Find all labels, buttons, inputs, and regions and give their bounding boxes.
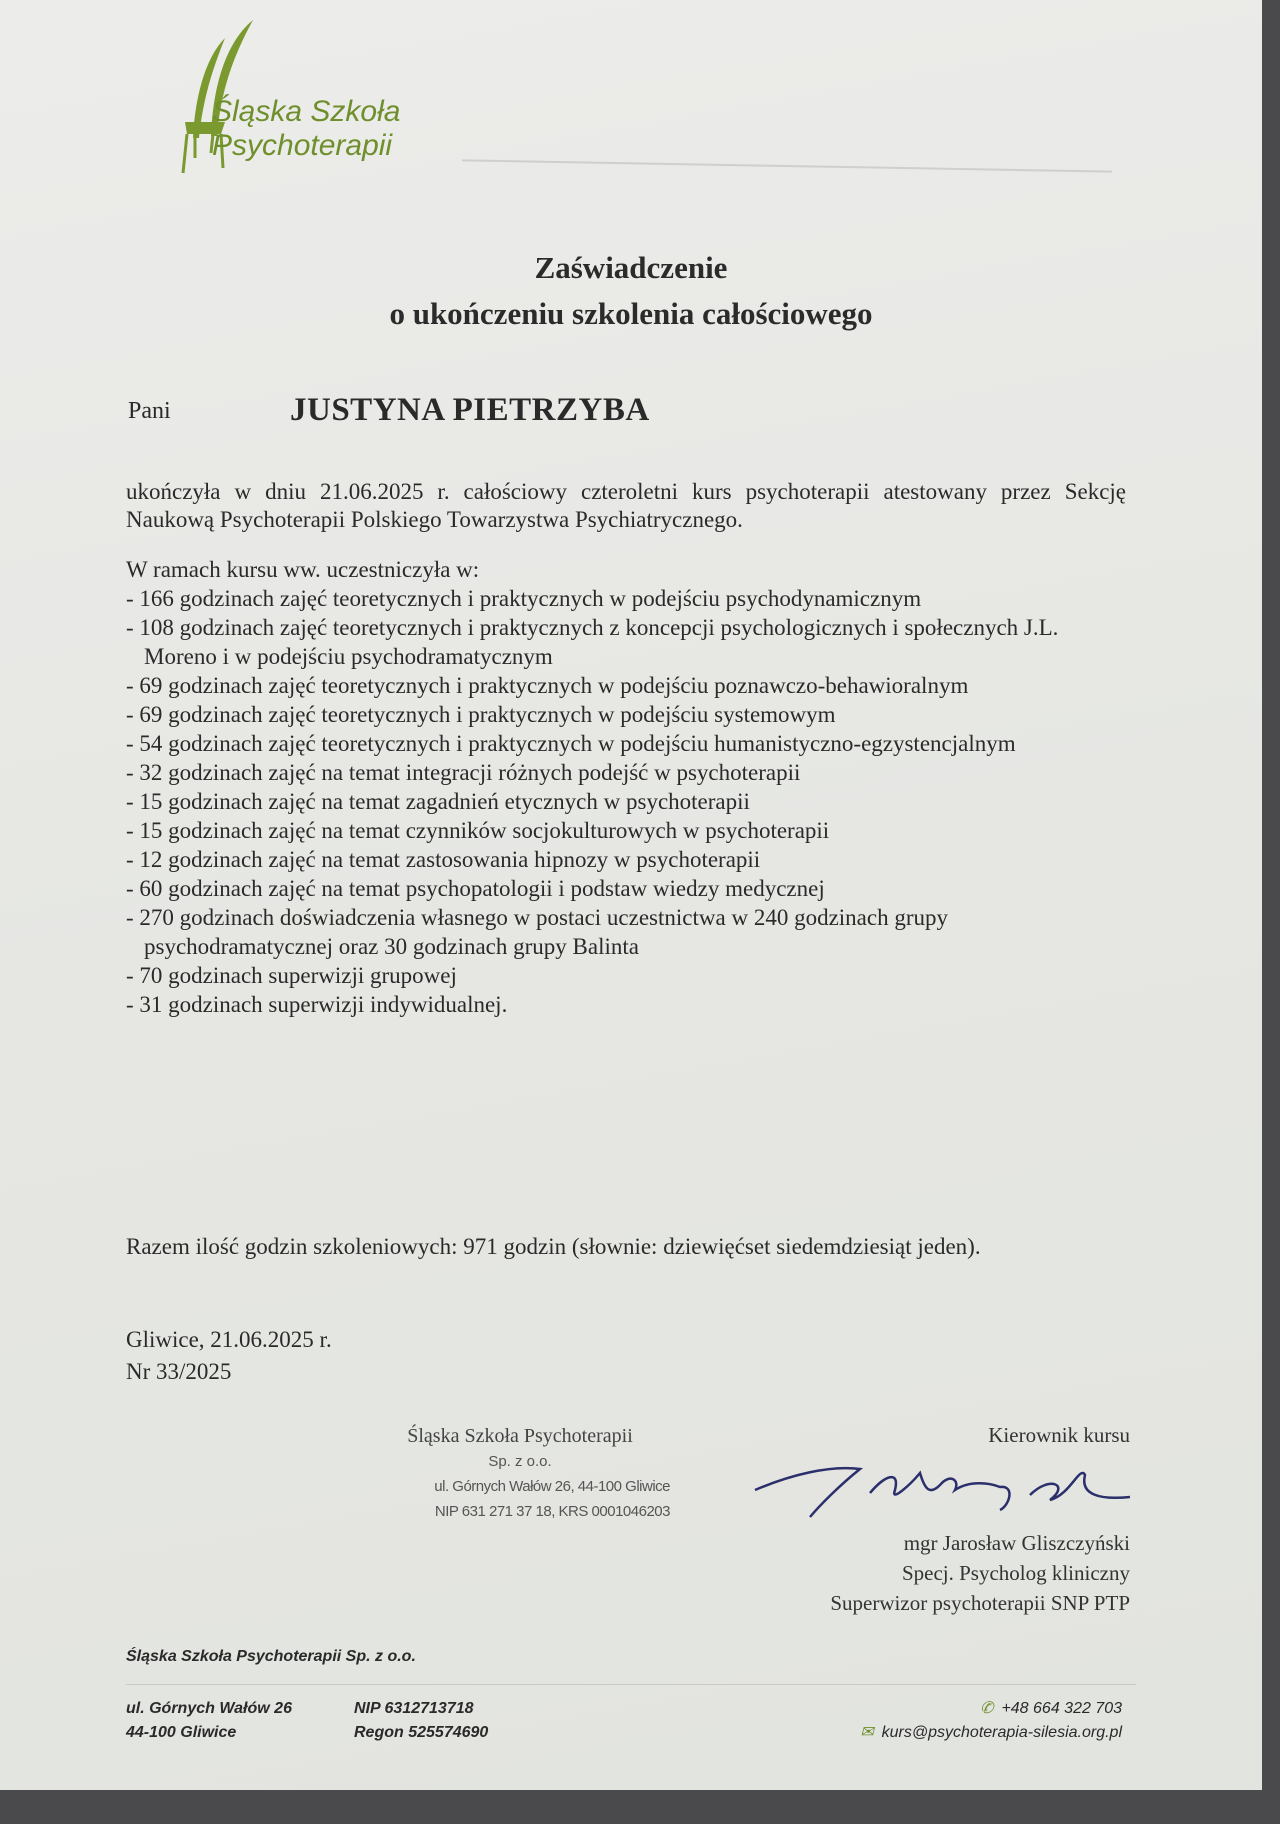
- email-icon: ✉: [860, 1724, 874, 1741]
- list-item: - 69 godzinach zajęć teoretycznych i praktycznych w podejściu poznawczo-behawioralnym: [126, 673, 969, 698]
- footer-email: kurs@psychoterapia-silesia.org.pl: [881, 1724, 1122, 1741]
- list-item: - 54 godzinach zajęć teoretycznych i praktycznych w podejściu humanistyczno-egzystencjalnym: [126, 731, 1016, 756]
- footer-registry: [354, 1697, 488, 1745]
- logo-text: [212, 95, 400, 163]
- list-item: - 70 godzinach superwizji grupowej: [126, 963, 457, 988]
- list-item: - 69 godzinach zajęć teoretycznych i praktycznych w podejściu systemowym: [126, 702, 836, 727]
- list-item: - 15 godzinach zajęć na temat czynników socjokulturowych w psychoterapii: [126, 818, 830, 843]
- list-item: - 166 godzinach zajęć teoretycznych i praktycznych w podejściu psychodynamicznym: [126, 586, 922, 611]
- footer-phone: +48 664 322 703: [1001, 1700, 1122, 1717]
- logo-line-2: Psychoterapii: [212, 129, 393, 162]
- signatory-role: Kierownik kursu: [988, 1423, 1130, 1447]
- signatory-title-2: Superwizor psychoterapii SNP PTP: [830, 1591, 1130, 1615]
- signatory-title-1: Specj. Psycholog kliniczny: [901, 1561, 1130, 1585]
- total-hours: Razem ilość godzin szkoleniowych: 971 godzin (słownie: dziewięćset siedemdziesiąt jeden).: [126, 1234, 981, 1259]
- document-number: Nr 33/2025: [126, 1359, 232, 1384]
- signatory-block: [730, 1420, 1130, 1618]
- list-item: - 32 godzinach zajęć na temat integracji różnych podejść w psychoterapii: [126, 760, 801, 785]
- hours-list: [126, 584, 1126, 1019]
- footer-divider: [126, 1684, 1136, 1685]
- phone-icon: ✆: [980, 1700, 994, 1717]
- footer-contact: [860, 1697, 1122, 1745]
- footer-city: 44-100 Gliwice: [126, 1724, 237, 1741]
- certificate-body: [126, 478, 1126, 1019]
- footer-company: Śląska Szkoła Psychoterapii Sp. z o.o.: [126, 1648, 416, 1665]
- list-item: - 270 godzinach doświadczenia własnego w postaci uczestnictwa w 240 godzinach grupy psychodramatycznej oraz 30 godzinach grupy Balinta: [126, 905, 948, 959]
- list-heading: W ramach kursu ww. uczestniczyła w:: [126, 557, 480, 582]
- stamp-line-4: NIP 631 271 37 18, KRS 0001046203: [434, 1503, 670, 1520]
- intro-text: ukończyła w dniu 21.06.2025 r. całościowy czteroletni kurs psychoterapii atestowany przez Sekcję Naukową Psychoterapii Polskiego Towarzystwa Psychiatrycznego.: [126, 479, 1126, 532]
- list-item: - 15 godzinach zajęć na temat zagadnień etycznych w psychoterapii: [126, 789, 750, 814]
- place-date-block: [126, 1324, 332, 1388]
- document-subtitle: o ukończeniu szkolenia całościowego: [389, 296, 873, 331]
- list-item: - 60 godzinach zajęć na temat psychopatologii i podstaw wiedzy medycznej: [126, 876, 825, 901]
- document-title: Zaświadczenie: [534, 250, 728, 285]
- stamp-line-2: Sp. z o.o.: [488, 1453, 552, 1470]
- salutation: Pani: [128, 398, 171, 424]
- footer-nip: NIP 6312713718: [354, 1700, 474, 1717]
- recipient-name: JUSTYNA PIETRZYBA: [290, 392, 650, 428]
- logo-line-1: Śląska Szkoła: [212, 95, 401, 128]
- stamp-line-3: ul. Górnych Wałów 26, 44-100 Gliwice: [434, 1478, 670, 1495]
- footer-address: [126, 1697, 292, 1745]
- stamp-line-1: Śląska Szkoła Psychoterapii: [407, 1425, 633, 1447]
- place-date: Gliwice, 21.06.2025 r.: [126, 1327, 332, 1352]
- signatory-name: mgr Jarosław Gliszczyński: [903, 1531, 1130, 1555]
- footer-regon: Regon 525574690: [354, 1724, 489, 1741]
- list-item: - 12 godzinach zajęć na temat zastosowania hipnozy w psychoterapii: [126, 847, 761, 872]
- header-divider: [462, 159, 1112, 172]
- company-stamp: [370, 1424, 670, 1524]
- list-item: - 31 godzinach superwizji indywidualnej.: [126, 992, 508, 1017]
- footer-street: ul. Górnych Wałów 26: [126, 1700, 292, 1717]
- list-item: - 108 godzinach zajęć teoretycznych i praktycznych z koncepcji psychologicznych i społecznych J.L. Moreno i w podejściu psychodramatycznym: [126, 615, 1059, 669]
